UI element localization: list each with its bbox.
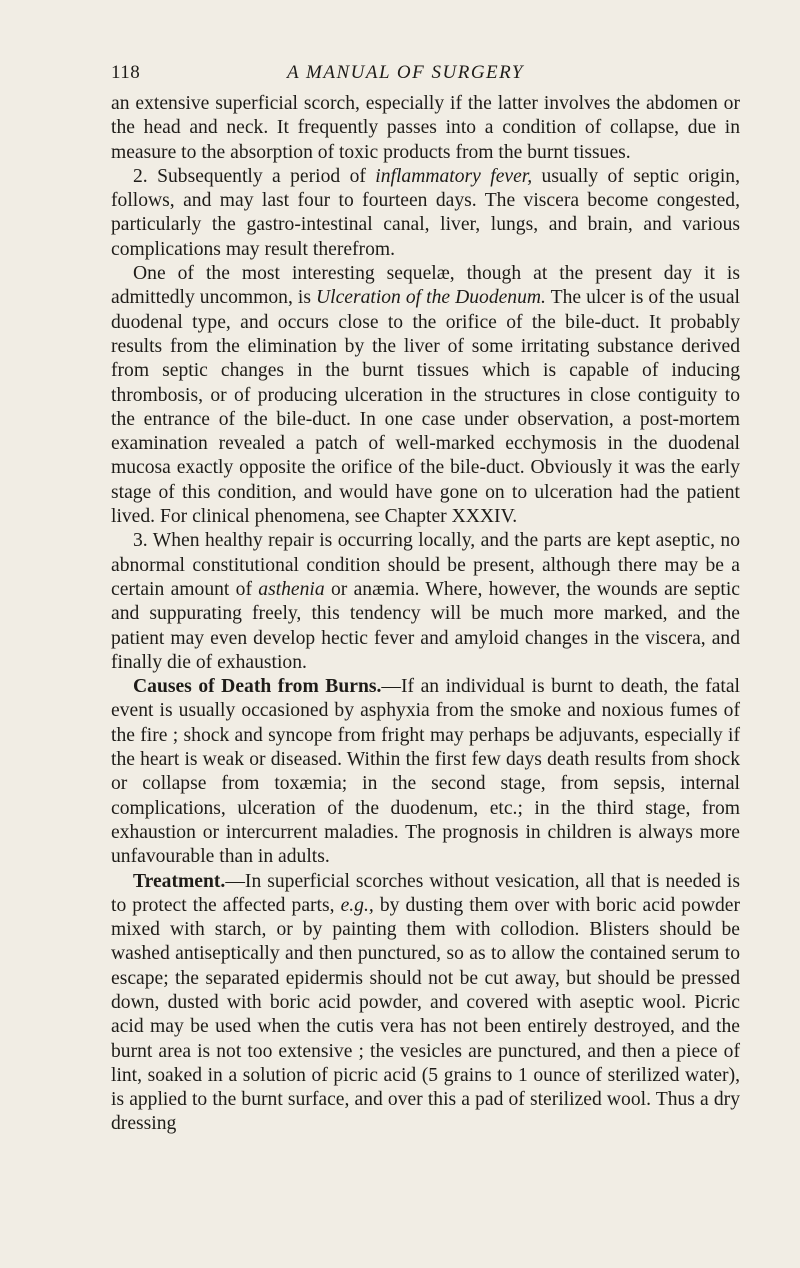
paragraph-text: —If an individual is burnt to death, the fatal event is usually occasioned by asphyxia from the smoke and noxious fumes of the fire ; shock and syncope from fright may perhaps be adjuvants, especially if the heart is weak or diseased. Within the first few days death results from shock or collapse from toxæmia; in the second stage, from sepsis, internal complications, ulceration of the duodenum, etc.; in the third stage, from exhaustion or intercurrent maladies. The prognosis in children is always more unfavourable than in adults. xyxy=(111,676,740,868)
paragraph-text: The ulcer is of the usual duodenal type, and occurs close to the orifice of the bile-duct. It probably results from the elimination by the liver of some irritating substance derived from septic changes in the burnt tissues which is capable of inducing thrombosis, or of producing ulceration in the structures in close contiguity to the entrance of the bile-duct. In one case under observation, a post-mortem examination revealed a patch of well-marked ecchymosis in the duodenal mucosa exactly opposite the orifice of the bile-duct. Obviously it was the early stage of this condition, and would have gone on to ulceration had the patient lived. For clinical phenomena, see Chapter XXXIV. xyxy=(111,287,740,528)
paragraph xyxy=(111,529,740,675)
page-number: 118 xyxy=(111,62,141,83)
section-heading: Treatment. xyxy=(133,870,226,892)
paragraph xyxy=(111,675,740,869)
italic-term: Ulceration of the Duodenum. xyxy=(315,287,546,309)
body-text xyxy=(111,92,740,1137)
paragraph-text: usually of septic origin, follows, and may last four to fourteen days. The viscera become congested, particularly the gastro-intestinal canal, liver, lungs, and brain, and various complications may result therefrom. xyxy=(111,165,740,260)
paragraph-text: or anæmia. Where, however, the wounds are septic and suppurating freely, this tendency will be much more marked, and the patient may even develop hectic fever and amyloid changes in the viscera, and finally die of exhaustion. xyxy=(111,578,740,673)
page-header xyxy=(111,62,740,92)
section-heading: Causes of Death from Burns. xyxy=(133,676,382,698)
italic-term: inflammatory fever, xyxy=(375,165,533,187)
paragraph-text: —In superficial scorches without vesication, all that is needed is to protect the affected parts, xyxy=(111,870,740,916)
paragraph xyxy=(111,92,740,165)
paragraph xyxy=(111,165,740,262)
paragraph-text: by dusting them over with boric acid powder mixed with starch, or by painting them with collodion. Blisters should be washed antiseptically and then punctured, so as to allow the contained serum to escape; the separated epidermis should not be cut away, but should be pressed down, dusted with boric acid powder, and covered with aseptic wool. Picric acid may be used when the cutis vera has not been entirely destroyed, and the burnt area is not too extensive ; the vesicles are punctured, and then a piece of lint, soaked in a solution of picric acid (5 grains to 1 ounce of sterilized water), is applied to the burnt surface, and over this a pad of sterilized wool. Thus a dry dressing xyxy=(111,894,741,1135)
paragraph-text: an extensive superficial scorch, especially if the latter involves the abdomen or the head and neck. It frequently passes into a condition of collapse, due in measure to the absorption of toxic products from the burnt tissues. xyxy=(111,93,740,163)
italic-term: asthenia xyxy=(258,578,325,600)
running-title: A MANUAL OF SURGERY xyxy=(287,62,524,83)
paragraph-text: 2. Subsequently a period of xyxy=(133,165,376,187)
paragraph xyxy=(111,262,740,529)
paragraph xyxy=(111,870,740,1137)
italic-term: e.g., xyxy=(340,894,374,916)
paragraph-text: One of the most interesting sequelæ, though at the present day it is admittedly uncommon, is xyxy=(111,263,740,309)
paragraph-text: 3. When healthy repair is occurring locally, and the parts are kept aseptic, no abnormal constitutional condition should be present, although there may be a certain amount of xyxy=(111,530,740,600)
